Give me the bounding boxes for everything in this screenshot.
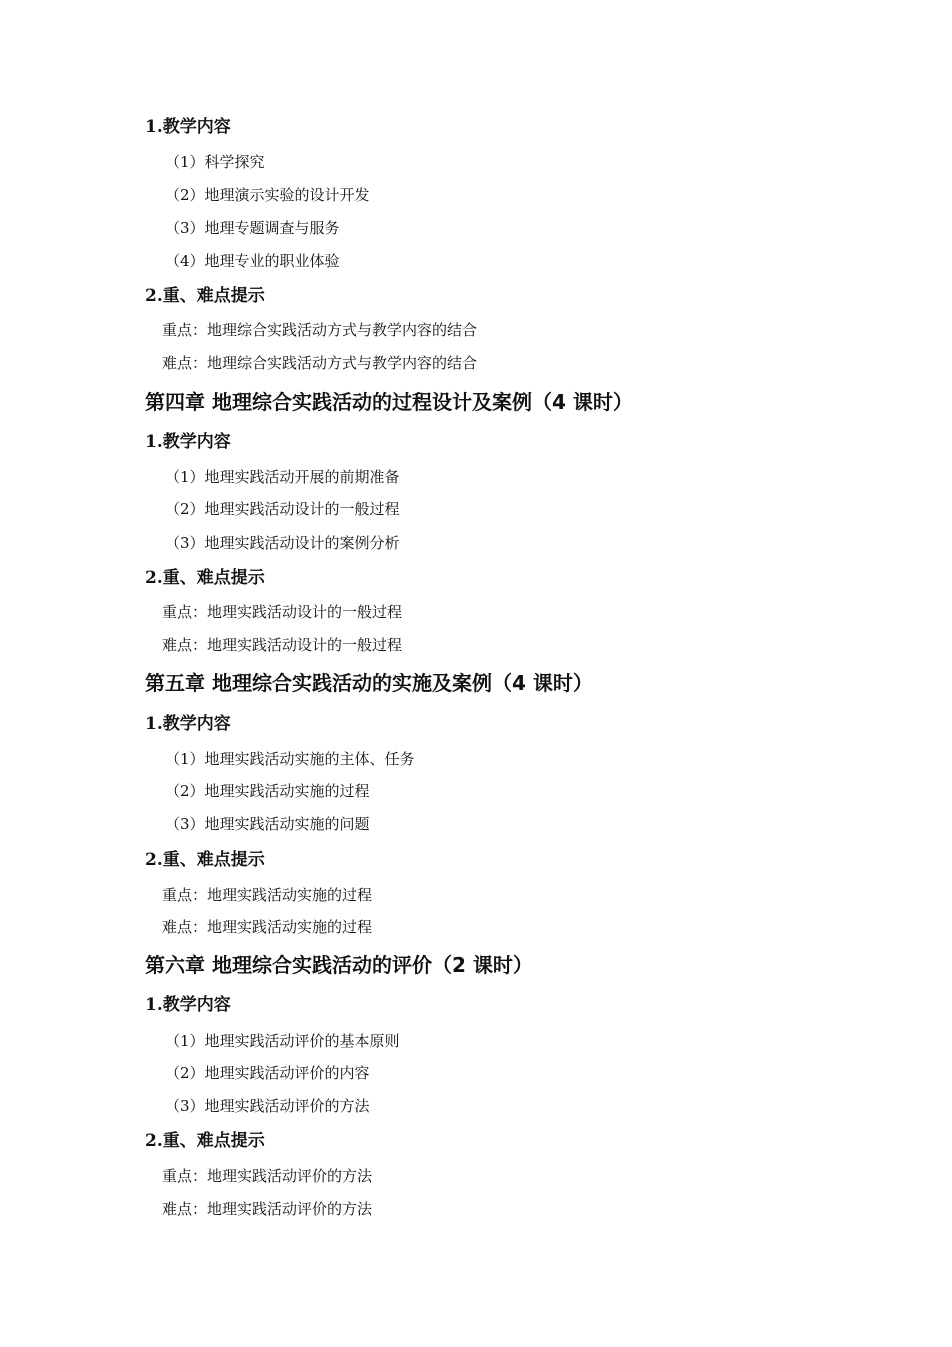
content-item: （3）地理实践活动评价的方法 (165, 1097, 370, 1115)
chapter-title: 第五章 地理综合实践活动的实施及案例（4 课时） (145, 671, 593, 695)
content-heading: 1.教学内容 (145, 432, 231, 452)
chapter-title: 第六章 地理综合实践活动的评价（2 课时） (145, 953, 533, 977)
keypoints-heading: 2.重、难点提示 (145, 286, 265, 306)
content-item: （1）科学探究 (165, 153, 265, 171)
content-item: （4）地理专业的职业体验 (165, 252, 340, 270)
content-item: （2）地理实践活动实施的过程 (165, 782, 370, 800)
content-item: （1）地理实践活动实施的主体、任务 (165, 750, 415, 768)
keypoints-heading: 2.重、难点提示 (145, 850, 265, 870)
keypoints-heading: 2.重、难点提示 (145, 1131, 265, 1151)
content-item: （3）地理专题调查与服务 (165, 219, 340, 237)
chapter-title: 第四章 地理综合实践活动的过程设计及案例（4 课时） (145, 390, 633, 414)
keypoints-heading: 2.重、难点提示 (145, 568, 265, 588)
content-item: （1）地理实践活动开展的前期准备 (165, 468, 400, 486)
key-point: 重点：地理实践活动实施的过程 (162, 886, 373, 904)
content-item: （2）地理演示实验的设计开发 (165, 186, 370, 204)
content-item: （2）地理实践活动设计的一般过程 (165, 500, 400, 518)
difficult-point: 难点：地理实践活动评价的方法 (162, 1200, 373, 1218)
key-point: 重点：地理实践活动设计的一般过程 (162, 603, 403, 621)
content-heading: 1.教学内容 (145, 995, 231, 1015)
key-point: 重点：地理综合实践活动方式与教学内容的结合 (162, 321, 478, 339)
content-item: （2）地理实践活动评价的内容 (165, 1064, 370, 1082)
content-item: （3）地理实践活动设计的案例分析 (165, 534, 400, 552)
content-heading: 1.教学内容 (145, 117, 231, 137)
difficult-point: 难点：地理实践活动设计的一般过程 (162, 636, 403, 654)
difficult-point: 难点：地理实践活动实施的过程 (162, 918, 373, 936)
content-item: （1）地理实践活动评价的基本原则 (165, 1032, 400, 1050)
content-item: （3）地理实践活动实施的问题 (165, 815, 370, 833)
key-point: 重点：地理实践活动评价的方法 (162, 1167, 373, 1185)
content-heading: 1.教学内容 (145, 714, 231, 734)
difficult-point: 难点：地理综合实践活动方式与教学内容的结合 (162, 354, 478, 372)
